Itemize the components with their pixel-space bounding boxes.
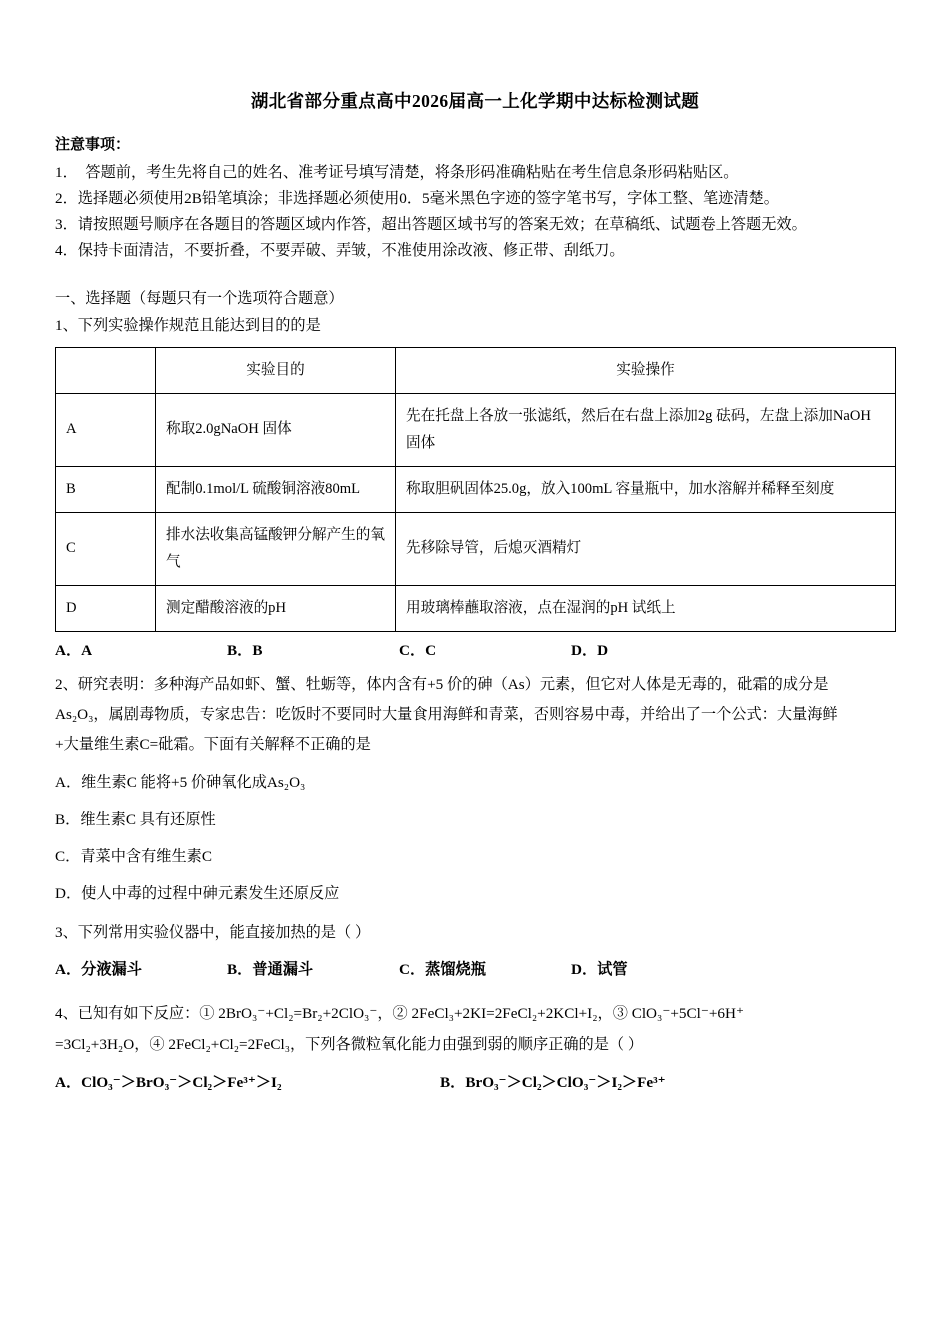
question-2-option-c[interactable]: C．青菜中含有维生素C: [55, 848, 212, 866]
section-title: 一、选择题（每题只有一个选项符合题意）: [55, 289, 344, 307]
question-3-option-c[interactable]: C．蒸馏烧瓶: [399, 961, 486, 979]
table-header-row: [56, 347, 896, 393]
question-1-answers: [55, 639, 895, 660]
question-4-answers: [55, 1068, 895, 1098]
row-operation-a: 先在托盘上各放一张滤纸，然后在右盘上添加2g 砝码，左盘上添加NaOH 固体: [396, 393, 896, 466]
question-2-stem: [55, 670, 895, 761]
question-2-line-1: 2、研究表明：多种海产品如虾、蟹、牡蛎等，体内含有+5 价的砷（As）元素，但它对人体是无毒的，砒霜的成分是: [55, 675, 829, 693]
question-3-stem: 3、下列常用实验仪器中，能直接加热的是（ ）: [55, 924, 371, 942]
row-label-c: C: [56, 512, 156, 585]
notice-item-2: 2．选择题必须使用2B铅笔填涂；非选择题必须使用0．5毫米黑色字迹的签字笔书写，字体工整、笔迹清楚。: [55, 190, 779, 208]
question-2-option-d[interactable]: D．使人中毒的过程中砷元素发生还原反应: [55, 885, 340, 903]
question-4-line-2: =3Cl₂+3H₂O，④ 2FeCl₂+Cl₂=2FeCl₃，下列各微粒氧化能力由强到弱的顺序正确的是（ ）: [55, 1035, 644, 1053]
question-4-stem: [55, 999, 895, 1060]
question-3-option-a[interactable]: A．分液漏斗: [55, 961, 142, 979]
row-label-a: A: [56, 393, 156, 466]
row-operation-c: 先移除导管，后熄灭酒精灯: [396, 512, 896, 585]
notice-item-1: 1． 答题前，考生先将自己的姓名、准考证号填写清楚，将条形码准确粘贴在考生信息条形码粘贴区。: [55, 164, 739, 181]
question-2-option-b[interactable]: B．维生素C 具有还原性: [55, 810, 216, 828]
row-purpose-a: 称取2.0gNaOH 固体: [156, 393, 396, 466]
row-purpose-d: 测定醋酸溶液的pH: [156, 585, 396, 631]
question-3-answers: [55, 958, 895, 979]
table-row: [56, 393, 896, 466]
row-operation-d: 用玻璃棒蘸取溶液，点在湿润的pH 试纸上: [396, 585, 896, 631]
question-3-option-b[interactable]: B．普通漏斗: [227, 961, 314, 979]
question-4-option-a[interactable]: A．ClO₃⁻＞BrO₃⁻＞Cl₂＞Fe³⁺＞I₂: [55, 1074, 282, 1092]
question-4-option-b[interactable]: B．BrO₃⁻＞Cl₂＞ClO₃⁻＞I₂＞Fe³⁺: [440, 1074, 666, 1092]
table-header-purpose: 实验目的: [156, 347, 396, 393]
experiment-table: [55, 347, 896, 632]
question-2-line-2: As₂O₃，属剧毒物质，专家忠告：吃饭时不要同时大量食用海鲜和青菜，否则容易中毒，并给出了一个公式：大量海鲜: [55, 705, 838, 723]
question-4-line-1: 4、已知有如下反应：① 2BrO₃⁻+Cl₂=Br₂+2ClO₃⁻，② 2FeCl₃+2KI=2FeCl₂+2KCl+I₂，③ ClO₃⁻+5Cl⁻+6H⁺: [55, 1005, 745, 1023]
notice-item-3: 3．请按照题号顺序在各题目的答题区域内作答，超出答题区域书写的答案无效；在草稿纸、试题卷上答题无效。: [55, 216, 807, 234]
table-header-blank: [56, 347, 156, 393]
row-label-d: D: [56, 585, 156, 631]
table-row: [56, 512, 896, 585]
row-purpose-b: 配制0.1mol/L 硫酸铜溶液80mL: [156, 466, 396, 512]
row-purpose-c: 排水法收集高锰酸钾分解产生的氧气: [156, 512, 396, 585]
notice-item-4: 4．保持卡面清洁，不要折叠，不要弄破、弄皱，不准使用涂改液、修正带、刮纸刀。: [55, 242, 625, 260]
answer-option-b[interactable]: B．B: [227, 641, 263, 659]
question-1-stem: 1、下列实验操作规范且能达到目的的是: [55, 316, 321, 334]
page-title: 湖北省部分重点高中2026届高一上化学期中达标检测试题: [250, 91, 700, 111]
table-row: [56, 585, 896, 631]
answer-option-c[interactable]: C．C: [399, 641, 437, 659]
question-2-option-a[interactable]: A．维生素C 能将+5 价砷氧化成As₂O₃: [55, 773, 306, 791]
row-label-b: B: [56, 466, 156, 512]
table-header-operation: 实验操作: [396, 347, 896, 393]
question-3-option-d[interactable]: D．试管: [571, 961, 628, 979]
answer-option-d[interactable]: D．D: [571, 641, 609, 659]
table-row: [56, 466, 896, 512]
notice-heading: 注意事项：: [55, 137, 131, 153]
question-2-line-3: +大量维生素C=砒霜。下面有关解释不正确的是: [55, 736, 371, 754]
row-operation-b: 称取胆矾固体25.0g，放入100mL 容量瓶中，加水溶解并稀释至刻度: [396, 466, 896, 512]
answer-option-a[interactable]: A．A: [55, 641, 93, 659]
